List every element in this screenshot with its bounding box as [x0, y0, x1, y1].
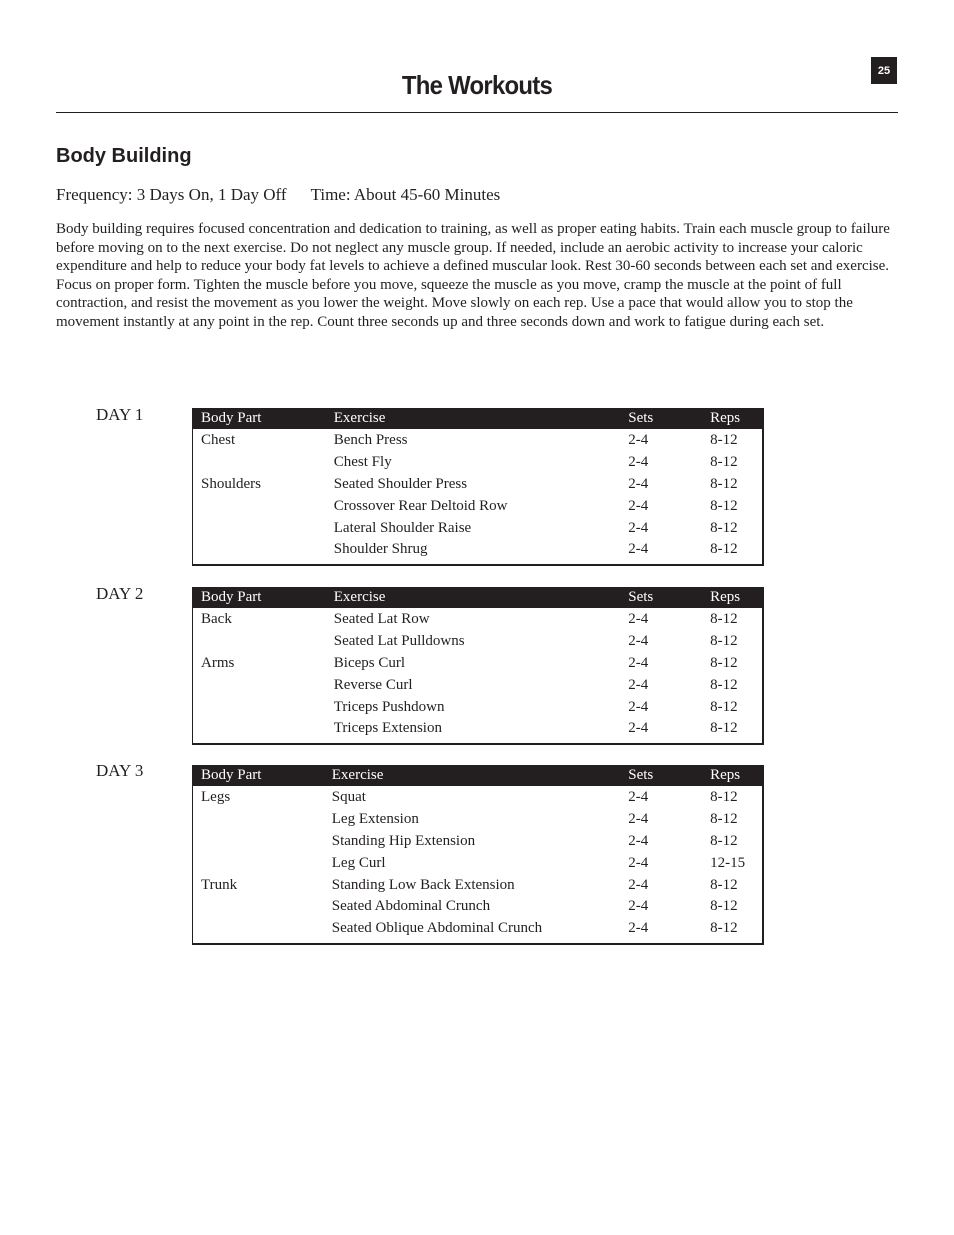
cell-reps: 8-12: [710, 633, 738, 650]
cell-body-part: Back: [201, 611, 232, 628]
header-exercise: Exercise: [333, 589, 386, 605]
header-sets: Sets: [628, 589, 654, 605]
header-reps: Reps: [710, 589, 741, 605]
cell-sets: 2-4: [628, 541, 649, 558]
header-exercise: Exercise: [333, 410, 386, 426]
table-row: [193, 896, 762, 918]
day-2-label: DAY 2: [96, 584, 144, 603]
page-number: 25: [871, 57, 897, 84]
cell-sets: 2-4: [628, 832, 649, 849]
intro-paragraph: Body building requires focused concentration and dedication to training, as well as proper eating habits. Train each muscle group to failure before moving on to the next exercise. Do not neglect any muscle group. If needed, include an aerobic activity to increase your caloric expenditure and help to reduce your body fat levels to achieve a defined muscular look. Rest 30-60 seconds between each set and exercise. Focus on proper form. Tighten the muscle before you move, squeeze the muscle as you move, cramp the muscle at the point of full contraction, and resist the movement as you lower the weight. Move slowly on each rep. Use a pace that would allow you to stop the movement instantly at any point in the rep. Count three seconds up and three seconds down and work to fatigue during each set.: [56, 221, 890, 330]
table-row: [193, 831, 762, 853]
day-3-table: [192, 765, 764, 945]
cell-reps: 8-12: [710, 519, 738, 536]
cell-reps: 12-15: [710, 854, 746, 871]
cell-reps: 8-12: [710, 475, 738, 492]
cell-sets: 2-4: [628, 432, 649, 449]
cell-body-part: Legs: [201, 789, 231, 806]
cell-exercise: Seated Lat Pulldowns: [333, 633, 465, 650]
cell-exercise: Biceps Curl: [333, 654, 406, 671]
table-row: [193, 718, 762, 740]
schedule-line: [56, 185, 500, 205]
cell-exercise: Leg Curl: [331, 854, 386, 871]
cell-reps: 8-12: [710, 654, 738, 671]
title-divider: [56, 112, 898, 113]
table-row: [193, 539, 762, 561]
cell-sets: 2-4: [628, 920, 649, 937]
cell-sets: 2-4: [628, 854, 649, 871]
cell-reps: 8-12: [710, 432, 738, 449]
table-body: [193, 429, 762, 564]
day-3-label: DAY 3: [96, 761, 144, 780]
cell-reps: 8-12: [710, 789, 738, 806]
cell-exercise: Squat: [331, 789, 366, 806]
cell-exercise: Triceps Pushdown: [333, 698, 445, 715]
cell-body-part: Trunk: [201, 876, 238, 893]
cell-sets: 2-4: [628, 898, 649, 915]
table-row: [193, 696, 762, 718]
table-row: [193, 674, 762, 696]
header-reps: Reps: [710, 767, 741, 783]
table-row: [193, 852, 762, 874]
header-reps: Reps: [710, 410, 741, 426]
table-body: [193, 786, 762, 943]
cell-reps: 8-12: [710, 811, 738, 828]
cell-exercise: Seated Shoulder Press: [333, 475, 468, 492]
cell-exercise: Chest Fly: [333, 454, 392, 471]
cell-reps: 8-12: [710, 920, 738, 937]
cell-sets: 2-4: [628, 497, 649, 514]
table-row: [193, 430, 762, 452]
cell-sets: 2-4: [628, 676, 649, 693]
cell-exercise: Seated Abdominal Crunch: [331, 898, 491, 915]
cell-exercise: Crossover Rear Deltoid Row: [333, 497, 508, 514]
cell-sets: 2-4: [628, 789, 649, 806]
cell-exercise: Reverse Curl: [333, 676, 413, 693]
header-exercise: Exercise: [331, 767, 384, 783]
table-body: [193, 608, 762, 743]
cell-exercise: Shoulder Shrug: [333, 541, 428, 558]
table-row: [193, 653, 762, 675]
cell-exercise: Standing Low Back Extension: [331, 876, 515, 893]
table-row: [193, 517, 762, 539]
cell-sets: 2-4: [628, 720, 649, 737]
cell-reps: 8-12: [710, 541, 738, 558]
cell-sets: 2-4: [628, 633, 649, 650]
cell-sets: 2-4: [628, 475, 649, 492]
cell-sets: 2-4: [628, 519, 649, 536]
cell-reps: 8-12: [710, 720, 738, 737]
table-header-row: [193, 765, 762, 786]
table-row: [193, 495, 762, 517]
table-row: [193, 474, 762, 496]
cell-reps: 8-12: [710, 454, 738, 471]
cell-exercise: Bench Press: [333, 432, 408, 449]
cell-body-part: Shoulders: [201, 475, 261, 492]
time-text: Time: About 45-60 Minutes: [310, 185, 501, 204]
cell-reps: 8-12: [710, 497, 738, 514]
cell-reps: 8-12: [710, 898, 738, 915]
page-title: The Workouts: [401, 70, 553, 100]
table-row: [193, 631, 762, 653]
table-row: [193, 918, 762, 940]
table-row: [193, 809, 762, 831]
cell-sets: 2-4: [628, 654, 649, 671]
table-header-row: [193, 408, 762, 429]
table-row: [193, 452, 762, 474]
cell-body-part: Arms: [201, 654, 235, 671]
cell-reps: 8-12: [710, 698, 738, 715]
cell-exercise: Seated Lat Row: [333, 611, 430, 628]
cell-reps: 8-12: [710, 611, 738, 628]
frequency-text: Frequency: 3 Days On, 1 Day Off: [56, 185, 287, 204]
cell-exercise: Leg Extension: [331, 811, 419, 828]
cell-reps: 8-12: [710, 876, 738, 893]
cell-exercise: Standing Hip Extension: [331, 832, 476, 849]
cell-reps: 8-12: [710, 832, 738, 849]
table-row: [193, 609, 762, 631]
header-sets: Sets: [628, 410, 654, 426]
day-1-label: DAY 1: [96, 405, 144, 424]
table-row: [193, 874, 762, 896]
header-sets: Sets: [628, 767, 654, 783]
cell-reps: 8-12: [710, 676, 738, 693]
header-body-part: Body Part: [201, 767, 262, 783]
table-row: [193, 787, 762, 809]
cell-body-part: Chest: [201, 432, 236, 449]
cell-sets: 2-4: [628, 698, 649, 715]
cell-sets: 2-4: [628, 811, 649, 828]
cell-sets: 2-4: [628, 611, 649, 628]
header-body-part: Body Part: [201, 410, 262, 426]
cell-sets: 2-4: [628, 876, 649, 893]
header-body-part: Body Part: [201, 589, 262, 605]
table-header-row: [193, 587, 762, 608]
cell-exercise: Lateral Shoulder Raise: [333, 519, 472, 536]
day-1-table: [192, 408, 764, 566]
section-heading: Body Building: [56, 145, 192, 167]
day-2-table: [192, 587, 764, 745]
cell-sets: 2-4: [628, 454, 649, 471]
cell-exercise: Seated Oblique Abdominal Crunch: [331, 920, 543, 937]
cell-exercise: Triceps Extension: [333, 720, 442, 737]
